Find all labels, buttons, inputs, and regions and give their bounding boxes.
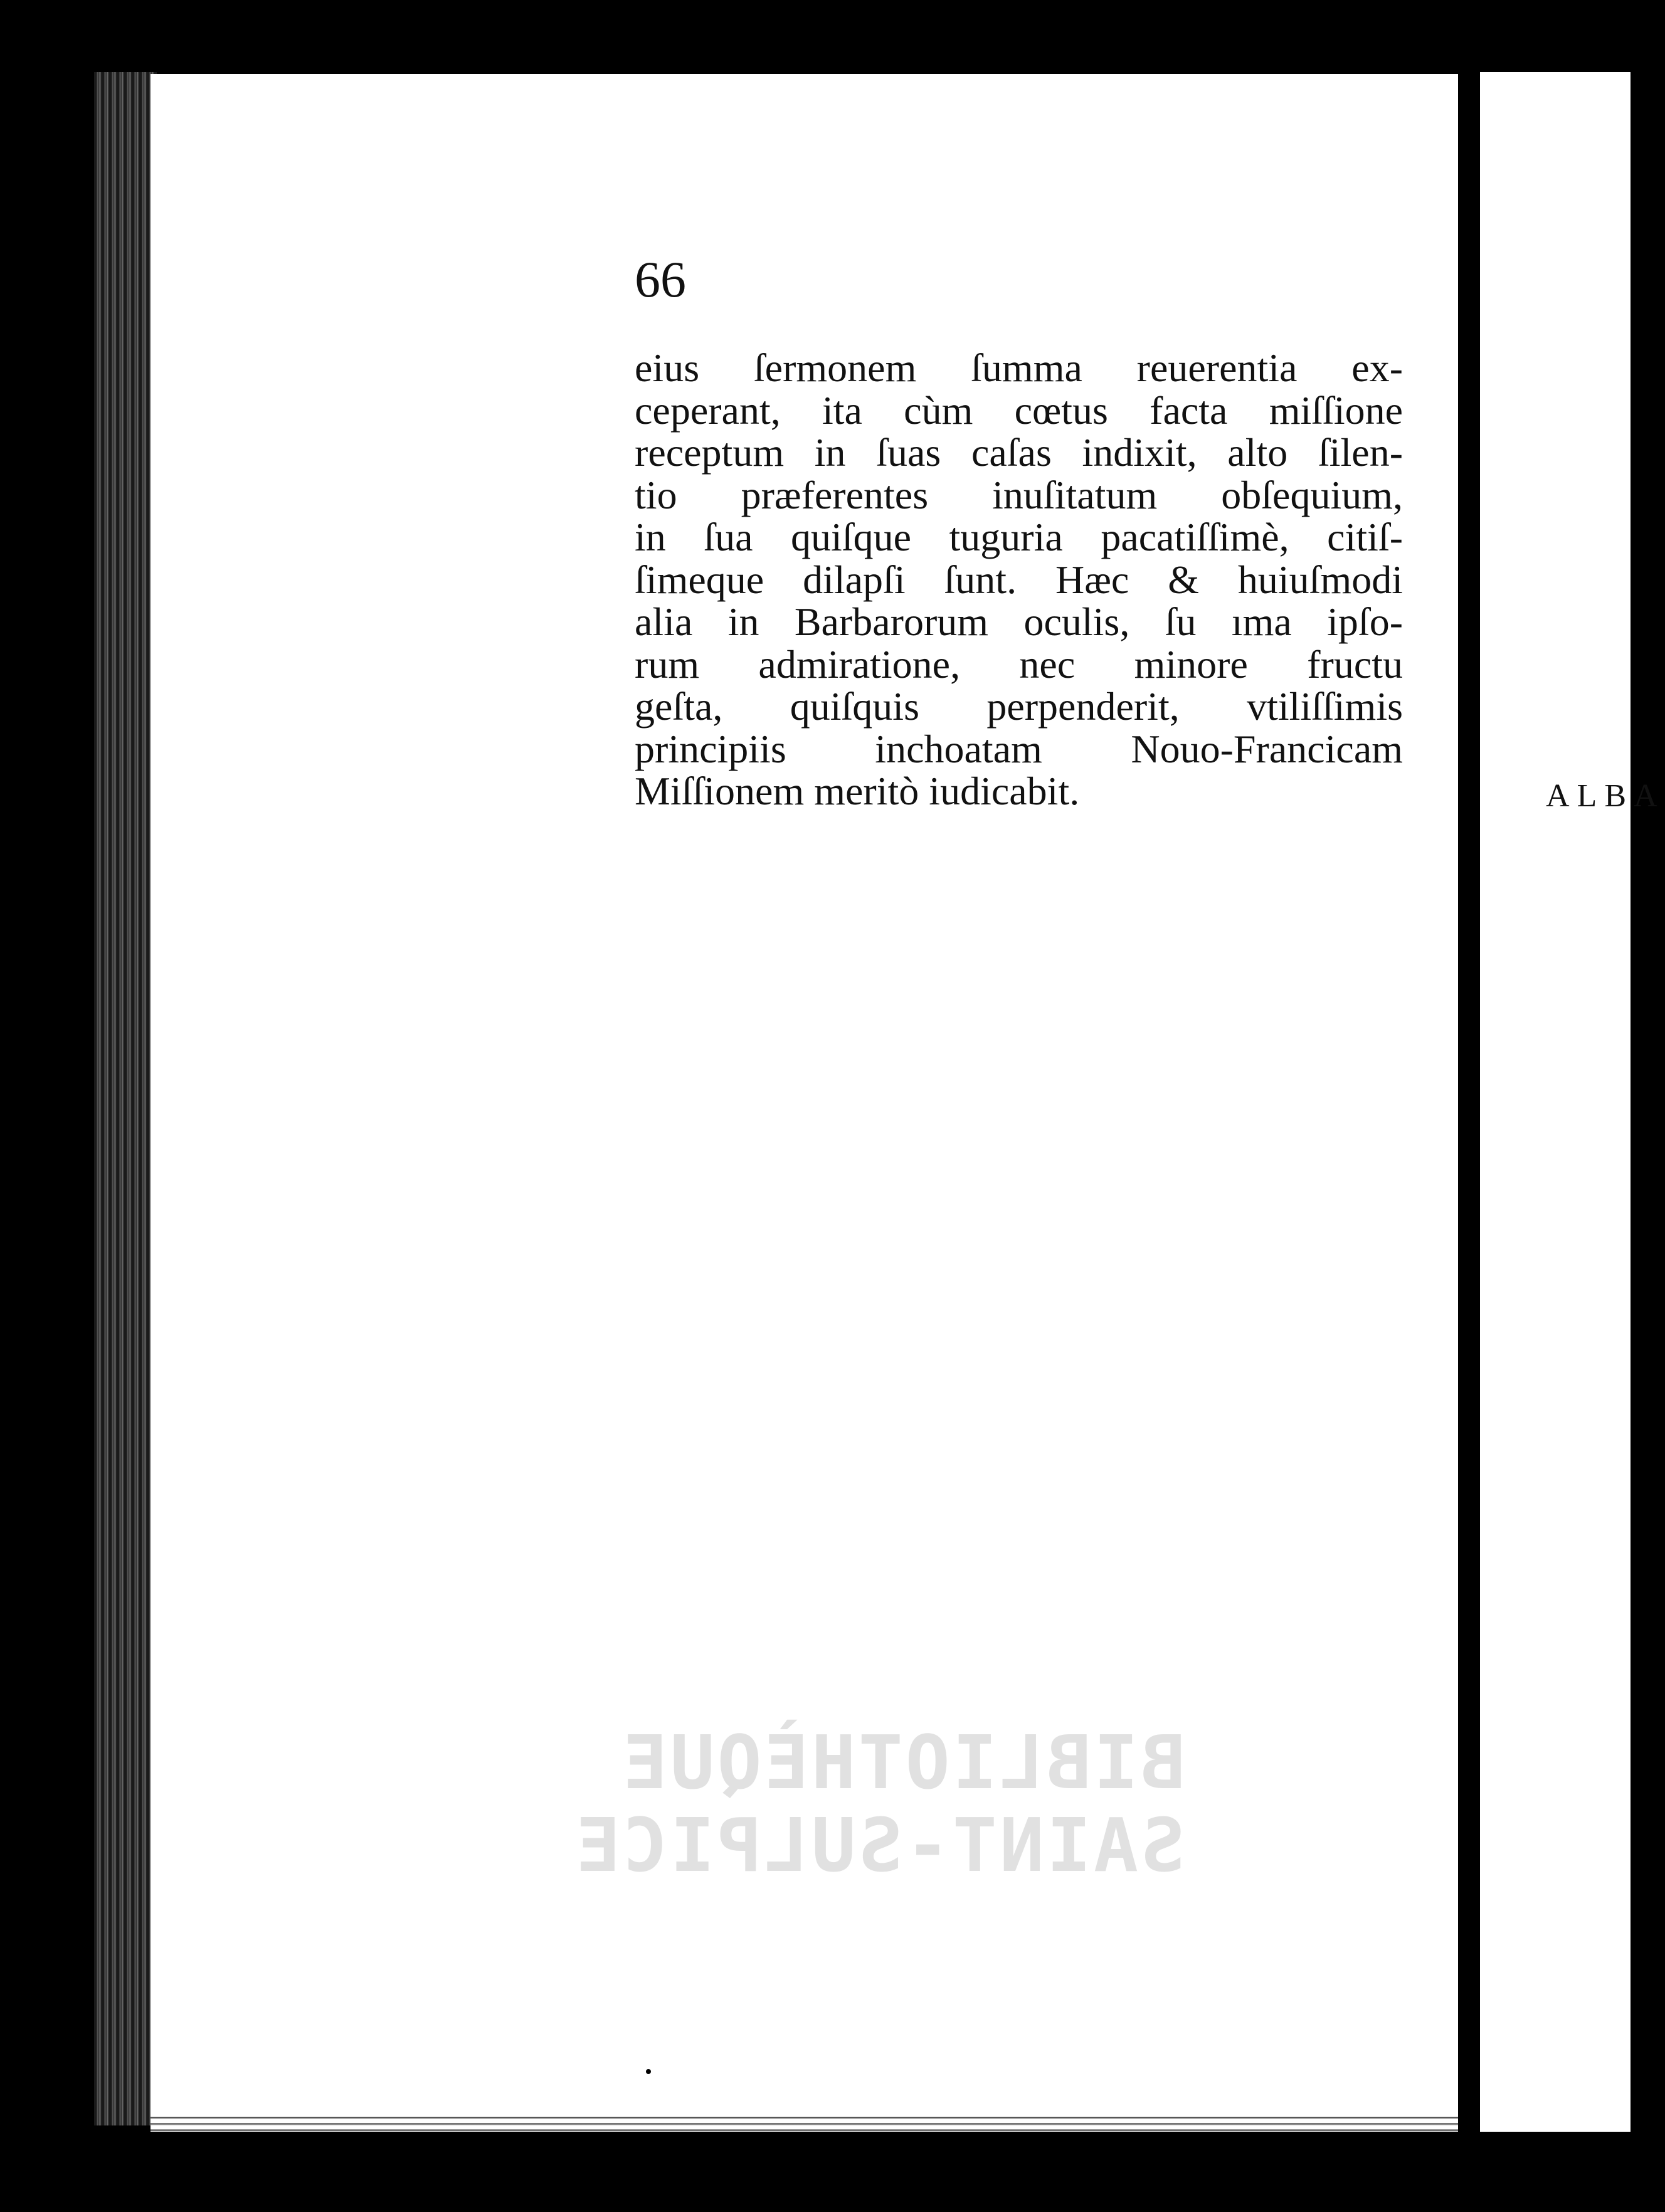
stamp-line: BIBLIOTHÈQUE (620, 1719, 1185, 1806)
text-line: Miſſionem meritò iudicabit. (635, 769, 1080, 813)
text-line: alia in Barbarorum oculis, ſu ıma ipſo- (635, 599, 1403, 644)
page-stack-edge (94, 72, 157, 2125)
gutter (1458, 63, 1480, 2151)
library-stamp (573, 1719, 1185, 1909)
text-line: principiis inchoatam Nouo-Francicam (635, 726, 1403, 771)
text-line: eius ſermonem ſumma reuerentia ex- (635, 345, 1403, 390)
text-line: in ſua quiſque tuguria pacatiſſimè, citiſ- (635, 515, 1403, 559)
dust-speck (646, 2069, 651, 2074)
page-number: 66 (635, 251, 686, 308)
text-line: ceperant, ita cùm cœtus facta miſſione (635, 387, 1403, 433)
dust-speck (201, 13, 206, 18)
left-page-bottom-edge (151, 2113, 1458, 2132)
right-page (1480, 72, 1631, 2132)
text-line: ſimeque dilapſi ſunt. Hæc & huiuſmodi (635, 557, 1403, 602)
text-line: receptum in ſuas caſas indixit, alto ſilen- (635, 430, 1403, 475)
facing-page-running-head: ALBA (1546, 778, 1665, 814)
stamp-line: SAINT-SULPICE (573, 1802, 1185, 1888)
text-line: rum admiratione, nec minore fructu (635, 641, 1403, 687)
body-text (635, 347, 1403, 813)
text-line: geſta, quiſquis perpenderit, vtiliſſimis (635, 684, 1403, 729)
text-line: tio præferentes inuſitatum obſequium, (635, 472, 1403, 517)
